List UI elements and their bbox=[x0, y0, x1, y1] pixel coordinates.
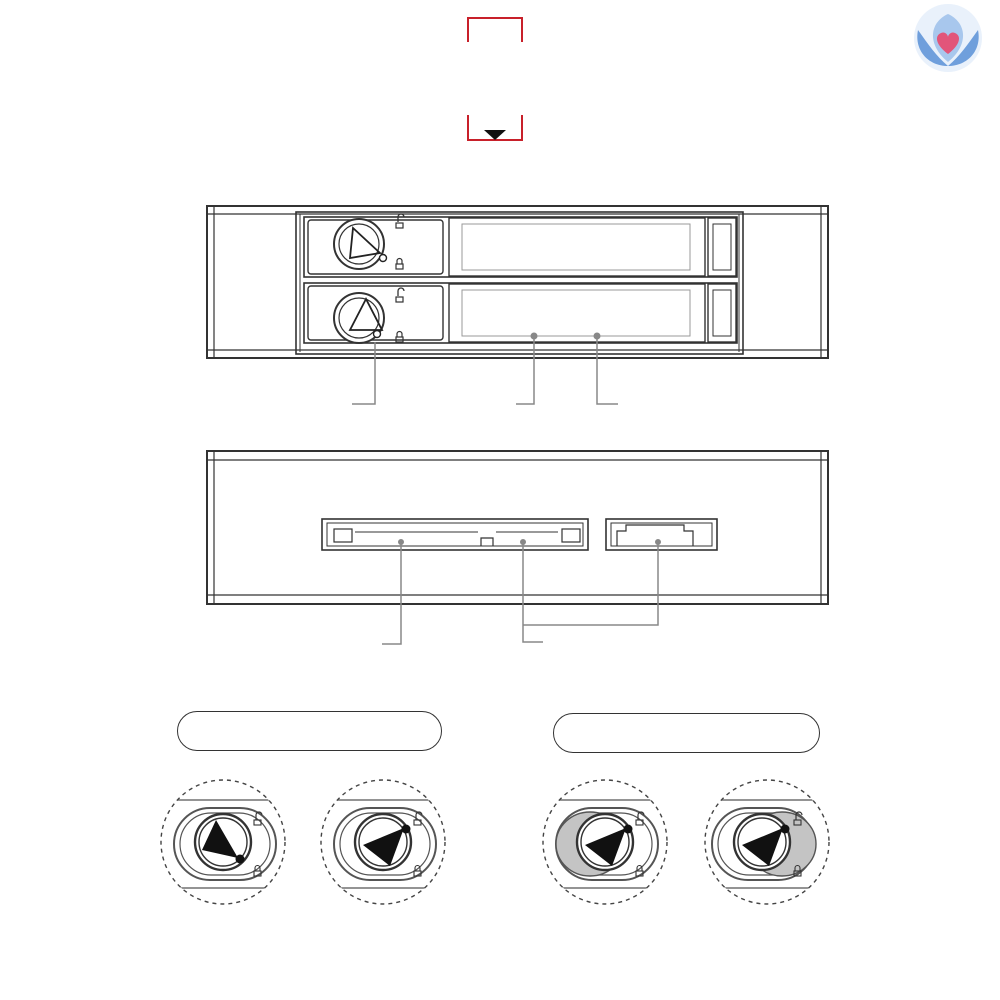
back-panel-drawing bbox=[207, 451, 828, 604]
off-state-illustration bbox=[530, 780, 680, 904]
front-panel-drawing bbox=[207, 206, 828, 358]
front-lock-knob-top bbox=[334, 214, 404, 269]
lock-illustration-pill bbox=[177, 711, 442, 751]
header-arrow-icon bbox=[484, 130, 506, 140]
on-state-illustration bbox=[692, 780, 842, 904]
back-leader-lines bbox=[382, 542, 658, 644]
unlock-state-illustration bbox=[310, 780, 460, 904]
lotus-heart-logo-icon bbox=[914, 4, 982, 72]
header-bracket bbox=[468, 18, 522, 140]
front-lock-knob-bottom bbox=[334, 288, 404, 343]
onoff-illustration-pill bbox=[553, 713, 820, 753]
front-leader-lines bbox=[352, 336, 618, 404]
lock-state-illustration bbox=[150, 780, 300, 904]
